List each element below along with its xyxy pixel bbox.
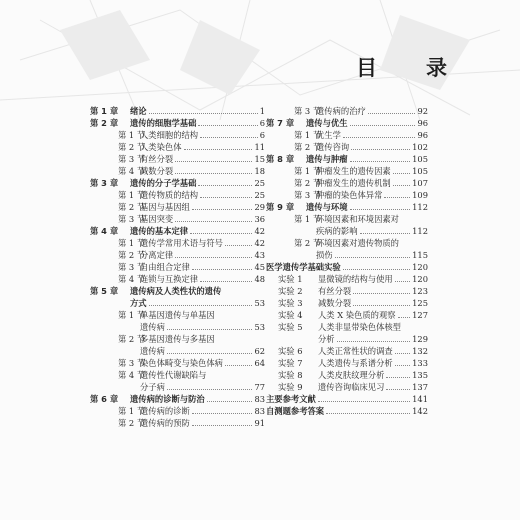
toc-leader-dots: [395, 281, 410, 282]
toc-entry-number: 第 4 节: [118, 370, 146, 380]
toc-leader-dots: [192, 269, 253, 270]
toc-entry-number: 第 5 章: [90, 286, 119, 296]
toc-leader-dots: [398, 317, 411, 318]
toc-entry-title: 遗传与环境: [306, 202, 348, 212]
toc-leader-dots: [200, 197, 252, 198]
toc-entry-title: 基因突变: [140, 214, 174, 224]
toc-entry-title: 分子病: [140, 382, 165, 392]
toc-leader-dots: [167, 353, 253, 354]
toc-entry[interactable]: [266, 261, 428, 273]
toc-leader-dots: [175, 161, 252, 162]
toc-entry[interactable]: [266, 237, 428, 249]
toc-entry[interactable]: [90, 309, 265, 321]
toc-entry-number: 第 3 节: [118, 154, 146, 164]
toc-entry-page: 132: [412, 346, 428, 356]
toc-leader-dots: [190, 233, 252, 234]
toc-leader-dots: [384, 197, 410, 198]
toc-entry[interactable]: [266, 321, 428, 333]
toc-entry-page: 142: [412, 406, 428, 416]
toc-entry[interactable]: [90, 381, 265, 393]
toc-entry-page: 25: [254, 178, 265, 188]
page-title: 目 录: [356, 56, 461, 80]
toc-leader-dots: [175, 221, 252, 222]
toc-entry-page: 83: [254, 394, 265, 404]
toc-entry[interactable]: [90, 165, 265, 177]
toc-entry-title: 遗传病: [140, 322, 165, 332]
toc-entry-number: 第 9 章: [266, 202, 295, 212]
toc-entry-page: 45: [254, 262, 265, 272]
toc-entry[interactable]: [90, 177, 265, 189]
toc-entry-title: 遗传病的诊断与防治: [130, 394, 205, 404]
toc-entry[interactable]: [90, 249, 265, 261]
toc-entry-page: 77: [254, 382, 265, 392]
toc-leader-dots: [326, 413, 410, 414]
toc-entry[interactable]: [266, 357, 428, 369]
toc-entry-title: 绪论: [130, 106, 147, 116]
toc-entry-title: 遗传学常用术语与符号: [140, 238, 223, 248]
toc-entry[interactable]: [90, 213, 265, 225]
toc-entry-number: 第 2 节: [118, 202, 146, 212]
toc-entry-page: 112: [412, 226, 428, 236]
toc-entry-title: 分析: [318, 334, 335, 344]
toc-leader-dots: [343, 269, 410, 270]
toc-entry-title: 自由组合定律: [140, 262, 190, 272]
toc-entry[interactable]: [266, 213, 428, 225]
toc-entry-title: 损伤: [316, 250, 333, 260]
toc-entry[interactable]: [266, 189, 428, 201]
toc-entry[interactable]: [266, 333, 428, 345]
toc-entry[interactable]: [266, 141, 428, 153]
toc-entry[interactable]: [90, 189, 265, 201]
toc-leader-dots: [395, 353, 410, 354]
toc-entry-page: 53: [254, 298, 265, 308]
toc-entry-number: 第 3 节: [294, 190, 322, 200]
toc-entry-number: 第 1 节: [118, 238, 146, 248]
toc-entry-page: 1: [259, 106, 265, 116]
toc-leader-dots: [351, 149, 410, 150]
toc-entry-page: 64: [254, 358, 265, 368]
toc-entry-page: 127: [412, 310, 428, 320]
toc-entry[interactable]: [266, 225, 428, 237]
toc-entry-page: 92: [417, 106, 428, 116]
toc-entry-page: 43: [254, 250, 265, 260]
toc-entry-number: 第 4 节: [118, 166, 146, 176]
toc-entry-page: 96: [417, 130, 428, 140]
toc-entry-title: 遗传咨询临床见习: [318, 382, 385, 392]
toc-entry[interactable]: [266, 153, 428, 165]
toc-entry[interactable]: [266, 201, 428, 213]
toc-entry[interactable]: [266, 117, 428, 129]
toc-entry-title: 多基因遗传与多基因: [140, 334, 215, 344]
toc-entry-title: 遗传的细胞学基础: [130, 118, 197, 128]
toc-entry-number: 第 2 节: [118, 334, 146, 344]
toc-entry-page: 137: [412, 382, 428, 392]
toc-entry-number: 第 3 节: [118, 358, 146, 368]
toc-entry-page: 29: [254, 202, 265, 212]
toc-entry-title: 有丝分裂: [318, 286, 352, 296]
toc-entry[interactable]: [90, 285, 265, 297]
toc-entry-number: 第 2 节: [294, 142, 322, 152]
toc-entry-number: 第 3 节: [118, 262, 146, 272]
toc-leader-dots: [368, 113, 416, 114]
toc-leader-dots: [149, 113, 258, 114]
toc-leader-dots: [318, 401, 410, 402]
toc-entry-title: 减数分裂: [140, 166, 174, 176]
toc-entry[interactable]: [90, 273, 265, 285]
toc-entry[interactable]: [266, 177, 428, 189]
toc-entry[interactable]: [90, 345, 265, 357]
toc-entry-title: 遗传的分子学基础: [130, 178, 197, 188]
toc-entry-page: 62: [254, 346, 265, 356]
toc-entry[interactable]: [90, 225, 265, 237]
toc-entry[interactable]: [266, 369, 428, 381]
toc-leader-dots: [353, 305, 410, 306]
toc-entry-page: 105: [412, 166, 428, 176]
toc-entry-title: 遗传咨询: [316, 142, 350, 152]
toc-entry-number: 第 7 章: [266, 118, 295, 128]
toc-entry-page: 96: [417, 118, 428, 128]
toc-entry[interactable]: [266, 393, 428, 405]
toc-leader-dots: [200, 281, 252, 282]
toc-entry-title: 遗传性代谢缺陷与: [140, 370, 207, 380]
toc-entry-number: 实验 9: [278, 382, 303, 392]
toc-leader-dots: [343, 137, 416, 138]
toc-entry-page: 109: [412, 190, 428, 200]
toc-entry-title: 遗传病: [140, 346, 165, 356]
toc-entry[interactable]: [90, 141, 265, 153]
toc-entry-number: 第 1 节: [118, 310, 146, 320]
toc-entry[interactable]: [266, 297, 428, 309]
toc-entry-number: 第 4 章: [90, 226, 119, 236]
toc-entry-page: 135: [412, 370, 428, 380]
toc-leader-dots: [184, 149, 253, 150]
toc-leader-dots: [175, 257, 252, 258]
toc-entry-title: 减数分裂: [318, 298, 352, 308]
toc-entry-number: 第 1 节: [118, 406, 146, 416]
toc-entry-page: 36: [254, 214, 265, 224]
toc-leader-dots: [225, 245, 252, 246]
toc-entry-page: 83: [254, 406, 265, 416]
toc-entry-page: 48: [254, 274, 265, 284]
toc-entry[interactable]: [90, 393, 265, 405]
toc-entry-number: 第 4 节: [118, 274, 146, 284]
toc-entry[interactable]: [266, 405, 428, 417]
toc-entry-number: 第 2 节: [294, 178, 322, 188]
toc-leader-dots: [167, 389, 253, 390]
toc-leader-dots: [192, 425, 253, 426]
toc-entry[interactable]: [90, 105, 265, 117]
toc-entry-title: 遗传与肿瘤: [306, 154, 348, 164]
toc-entry-title: 人类遗传与系谱分析: [318, 358, 393, 368]
toc-entry-number: 实验 6: [278, 346, 303, 356]
toc-entry-number: 第 1 节: [294, 214, 322, 224]
toc-entry-title: 遗传病的预防: [140, 418, 190, 428]
toc-entry-title: 遗传病的治疗: [316, 106, 366, 116]
toc-entry-number: 第 2 节: [118, 418, 146, 428]
toc-entry-page: 102: [412, 142, 428, 152]
toc-entry-title: 有丝分裂: [140, 154, 174, 164]
toc-entry-title: 医学遗传学基础实验: [266, 262, 341, 272]
toc-leader-dots: [175, 173, 252, 174]
toc-leader-dots: [149, 305, 253, 306]
toc-entry-number: 第 1 节: [118, 130, 146, 140]
toc-entry-title: 遗传的基本定律: [130, 226, 189, 236]
toc-entry[interactable]: [266, 285, 428, 297]
toc-leader-dots: [350, 125, 416, 126]
toc-entry-page: 125: [412, 298, 428, 308]
toc-entry[interactable]: [90, 201, 265, 213]
toc-entry-title: 自测题参考答案: [266, 406, 325, 416]
toc-left-column: [90, 105, 265, 429]
toc-entry-title: 肿瘤发生的遗传机制: [316, 178, 391, 188]
toc-entry-title: 分离定律: [140, 250, 174, 260]
toc-entry[interactable]: [90, 369, 265, 381]
toc-entry-title: 遗传与优生: [306, 118, 348, 128]
toc-entry-page: 123: [412, 286, 428, 296]
toc-entry-page: 53: [254, 322, 265, 332]
toc-entry-title: 肿瘤发生的遗传因素: [316, 166, 391, 176]
toc-entry-title: 染色体畸变与染色体病: [140, 358, 223, 368]
toc-entry-title: 人类正常性状的调查: [318, 346, 393, 356]
toc-entry-number: 第 1 章: [90, 106, 119, 116]
toc-entry-number: 实验 5: [278, 322, 303, 332]
toc-leader-dots: [335, 257, 411, 258]
toc-entry-number: 实验 2: [278, 286, 303, 296]
toc-entry-page: 42: [254, 226, 265, 236]
toc-entry-page: 120: [412, 274, 428, 284]
toc-leader-dots: [192, 209, 253, 210]
toc-entry[interactable]: [90, 405, 265, 417]
toc-entry-title: 基因与基因组: [140, 202, 190, 212]
toc-entry-page: 18: [254, 166, 265, 176]
toc-entry-number: 第 3 节: [118, 214, 146, 224]
toc-leader-dots: [350, 161, 411, 162]
toc-entry-title: 单基因遗传与单基因: [140, 310, 215, 320]
toc-leader-dots: [192, 413, 253, 414]
toc-entry-number: 第 1 节: [294, 166, 322, 176]
toc-entry-number: 第 2 节: [118, 142, 146, 152]
toc-leader-dots: [350, 209, 411, 210]
toc-entry-title: 方式: [130, 298, 147, 308]
toc-entry-number: 实验 1: [278, 274, 303, 284]
toc-entry[interactable]: [90, 357, 265, 369]
toc-entry-title: 人类染色体: [140, 142, 182, 152]
toc-leader-dots: [198, 185, 252, 186]
toc-entry-number: 第 2 节: [118, 250, 146, 260]
toc-entry-page: 133: [412, 358, 428, 368]
toc-leader-dots: [167, 329, 253, 330]
toc-entry-page: 42: [254, 238, 265, 248]
toc-entry-title: 遗传病的诊断: [140, 406, 190, 416]
toc-entry[interactable]: [266, 165, 428, 177]
toc-entry-number: 第 3 节: [294, 106, 322, 116]
toc-entry[interactable]: [266, 381, 428, 393]
toc-entry-page: 129: [412, 334, 428, 344]
toc-entry[interactable]: [90, 237, 265, 249]
toc-entry-title: 连锁与互换定律: [140, 274, 199, 284]
toc-entry-page: 11: [254, 142, 265, 152]
toc-entry[interactable]: [90, 333, 265, 345]
toc-entry-title: 人类非显带染色体核型: [318, 322, 401, 332]
toc-entry[interactable]: [266, 345, 428, 357]
toc-entry-page: 141: [412, 394, 428, 404]
toc-entry[interactable]: [90, 153, 265, 165]
toc-leader-dots: [207, 401, 253, 402]
toc-leader-dots: [395, 365, 410, 366]
toc-entry-title: 主要参考文献: [266, 394, 316, 404]
toc-entry-page: 25: [254, 190, 265, 200]
toc-entry[interactable]: [90, 321, 265, 333]
toc-entry-number: 第 8 章: [266, 154, 295, 164]
toc-entry-title: 人类皮肤纹理分析: [318, 370, 385, 380]
toc-entry-title: 人类 X 染色质的观察: [318, 310, 396, 320]
toc-entry-page: 105: [412, 154, 428, 164]
toc-entry[interactable]: [90, 129, 265, 141]
toc-entry-page: 107: [412, 178, 428, 188]
toc-leader-dots: [198, 125, 257, 126]
toc-leader-dots: [386, 377, 410, 378]
toc-entry[interactable]: [90, 417, 265, 429]
toc-entry-number: 实验 3: [278, 298, 303, 308]
toc-leader-dots: [393, 173, 410, 174]
toc-entry-number: 实验 4: [278, 310, 303, 320]
toc-entry-number: 实验 8: [278, 370, 303, 380]
toc-entry-title: 遗传病及人类性状的遗传: [130, 286, 222, 296]
toc-entry-page: 120: [412, 262, 428, 272]
toc-entry-page: 15: [254, 154, 265, 164]
toc-entry-number: 第 2 节: [294, 238, 322, 248]
toc-leader-dots: [386, 389, 410, 390]
toc-entry[interactable]: [266, 249, 428, 261]
toc-leader-dots: [353, 293, 410, 294]
toc-entry[interactable]: [266, 129, 428, 141]
toc-entry-page: 91: [254, 418, 265, 428]
toc-leader-dots: [393, 185, 410, 186]
toc-entry[interactable]: [90, 297, 265, 309]
toc-entry[interactable]: [266, 105, 428, 117]
toc-entry-number: 第 6 章: [90, 394, 119, 404]
toc-entry-title: 肿瘤的染色体异常: [316, 190, 383, 200]
toc-entry-title: 环境因素和环境因素对: [316, 214, 399, 224]
toc-entry-page: 6: [259, 118, 265, 128]
toc-entry-page: 6: [259, 130, 265, 140]
toc-leader-dots: [225, 365, 252, 366]
toc-entry[interactable]: [266, 309, 428, 321]
toc-entry[interactable]: [90, 117, 265, 129]
toc-leader-dots: [337, 341, 411, 342]
toc-entry-number: 第 2 章: [90, 118, 119, 128]
toc-leader-dots: [360, 233, 411, 234]
toc-entry[interactable]: [90, 261, 265, 273]
toc-entry-title: 人类细胞的结构: [140, 130, 199, 140]
toc-right-column: [266, 105, 428, 417]
toc-entry-number: 第 1 节: [294, 130, 322, 140]
toc-entry-number: 实验 7: [278, 358, 303, 368]
toc-leader-dots: [200, 137, 258, 138]
toc-entry-title: 优生学: [316, 130, 341, 140]
toc-entry-page: 115: [412, 250, 428, 260]
toc-entry-title: 显微镜的结构与使用: [318, 274, 393, 284]
toc-entry[interactable]: [266, 273, 428, 285]
toc-entry-title: 疾病的影响: [316, 226, 358, 236]
toc-entry-number: 第 3 章: [90, 178, 119, 188]
toc-entry-title: 遗传物质的结构: [140, 190, 199, 200]
toc-entry-number: 第 1 节: [118, 190, 146, 200]
toc-entry-page: 112: [412, 202, 428, 212]
toc-entry-title: 环境因素对遗传物质的: [316, 238, 399, 248]
